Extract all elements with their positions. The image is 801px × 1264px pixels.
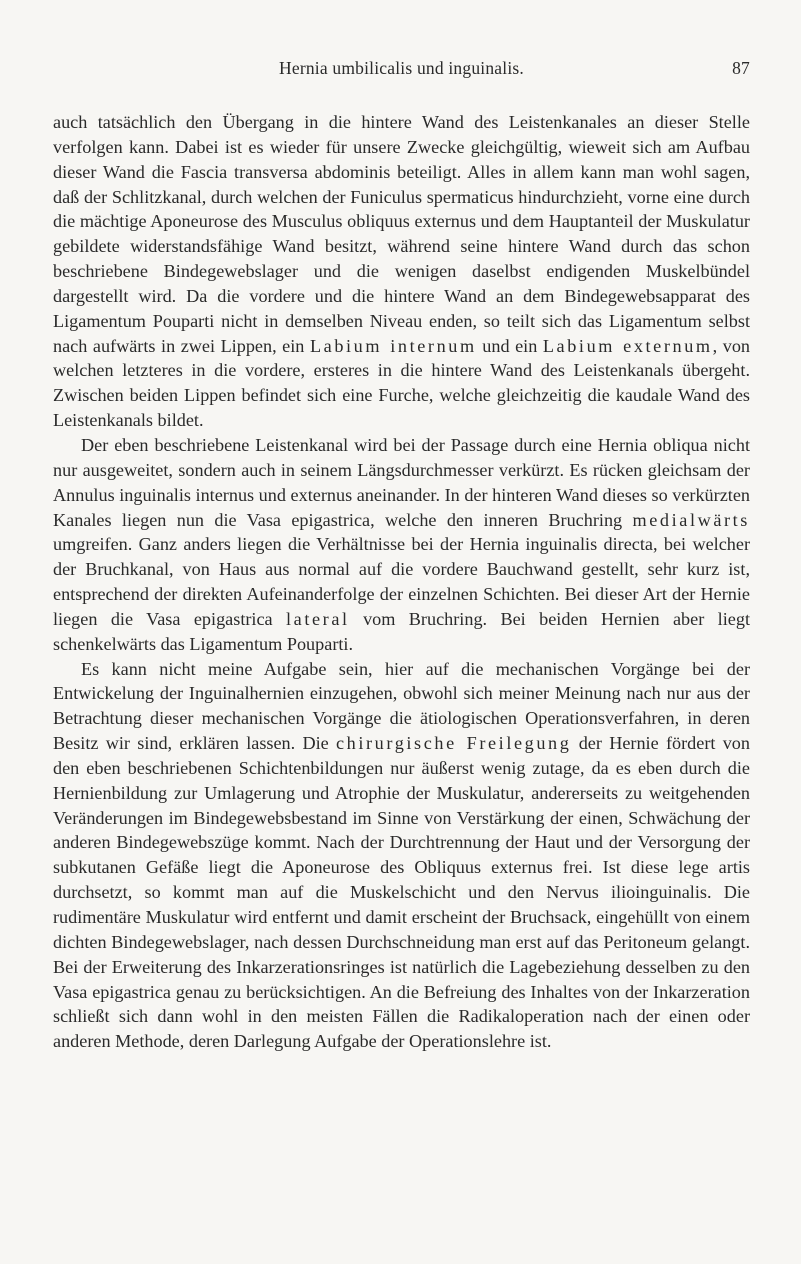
text-run: vom Bruchring. Bei beiden Hernien aber liegt schenkelwärts das Ligamentum Pouparti. — [53, 608, 750, 654]
spaced-emphasis: medialwärts — [632, 509, 750, 530]
spaced-emphasis: Labium internum — [309, 335, 477, 356]
text-run: der Hernie fördert von den eben beschriebenen Schichtenbildungen nur äußerst wenig zutage, da es eben durch die Hernienbildung zur Umlagerung und Atrophie der Muskulatur, andererseits zu weitgehenden Veränderungen im Bindegewebsbestand im Sinne von Verstärkung der einen, Schwächung der anderen Bindegewebszüge kommt. Nach der Durchtrennung der Haut und der Versorgung der subkutanen Gefäße liegt die Aponeurose des Obliquus externus frei. Ist diese lege artis durchsetzt, so kommt man auf die Muskelschicht und den Nervus ilioinguinalis. Die rudimentäre Muskulatur wird entfernt und damit erscheint der Bruchsack, eingehüllt von einem dichten Bindegewebslager, nach dessen Durchschneidung man erst auf das Peritoneum gelangt. Bei der Erweiterung des Inkarzerationsringes ist natürlich die Lagebeziehung desselben zu den Vasa epigastrica genau zu berücksichtigen. An die Befreiung des Inhaltes von der Inkarzeration schließt sich dann wohl in den meisten Fällen die Radikaloperation nach der einen oder anderen Methode, deren Darlegung Aufgabe der Operationslehre ist. — [53, 733, 750, 1052]
spaced-emphasis: Labium externum — [542, 335, 713, 356]
paragraph-1 — [53, 110, 750, 433]
running-head — [53, 58, 750, 82]
paragraph-2 — [53, 433, 750, 657]
text-run: umgreifen. Ganz anders liegen die Verhältnisse bei der Hernia inguinalis directa, bei welcher der Bruchkanal, von Haus aus normal auf die vordere Bauchwand gestellt, sehr kurz ist, entsprechend der direkten Aufeinanderfolge der einzelnen Schichten. Bei dieser Art der Hernie liegen die Vasa epigastrica — [53, 534, 750, 629]
running-title: Hernia umbilicalis und inguinalis. — [279, 58, 524, 78]
text-run: Der eben beschriebene Leistenkanal wird bei der Passage durch eine Hernia obliqua nicht nur ausgeweitet, sondern auch in seinem Längsdurchmesser verkürzt. Es rücken gleichsam der Annulus inguinalis internus und externus aneinander. In der hinteren Wand dieses so verkürzten Kanales liegen nun die Vasa epigastrica, welche den inneren Bruchring — [53, 434, 750, 530]
text-run: Es kann nicht meine Aufgabe sein, hier auf die mechanischen Vorgänge bei der Entwickelung der Inguinalhernien einzugehen, obwohl sich meiner Meinung nach nur aus der Betrachtung dieser mechanischen Vorgänge die ätiologischen Operationsverfahren, in deren Besitz wir sind, erklären lassen. Die — [53, 658, 750, 754]
text-run: und ein — [476, 335, 543, 356]
page-number: 87 — [732, 58, 750, 78]
text-run: , von welchen letzteres in die vordere, ersteres in die hintere Wand des Leistenkanals übergeht. Zwischen beiden Lippen befindet sich eine Furche, welche gleichzeitig die kaudale Wand des Leistenkanals bildet. — [53, 335, 751, 431]
paragraph-3 — [53, 657, 750, 1055]
spaced-emphasis: chirurgische Freilegung — [336, 733, 572, 754]
body-text — [53, 110, 750, 1054]
text-run: auch tatsächlich den Übergang in die hintere Wand des Leistenkanales an dieser Stelle verfolgen kann. Dabei ist es wieder für unsere Zwecke gleichgültig, wieweit sich am Aufbau dieser Wand die Fascia transversa abdominis beteiligt. Alles in allem kann man wohl sagen, daß der Schlitzkanal, durch welchen der Funiculus spermaticus hindurchzieht, vorne eine durch die mächtige Aponeurose des Musculus obliquus externus und dem Hauptanteil der Muskulatur gebildete widerstandsfähige Wand besitzt, während seine hintere Wand durch das schon beschriebene Bindegewebslager und die wenigen daselbst endigenden Muskelbündel dargestellt wird. Da die vordere und die hintere Wand an dem Bindegewebsapparat des Ligamentum Pouparti nicht in demselben Niveau enden, so teilt sich das Ligamentum selbst nach aufwärts in zwei Lippen, ein — [53, 112, 750, 356]
book-page — [53, 0, 750, 1264]
spaced-emphasis: lateral — [286, 608, 350, 629]
